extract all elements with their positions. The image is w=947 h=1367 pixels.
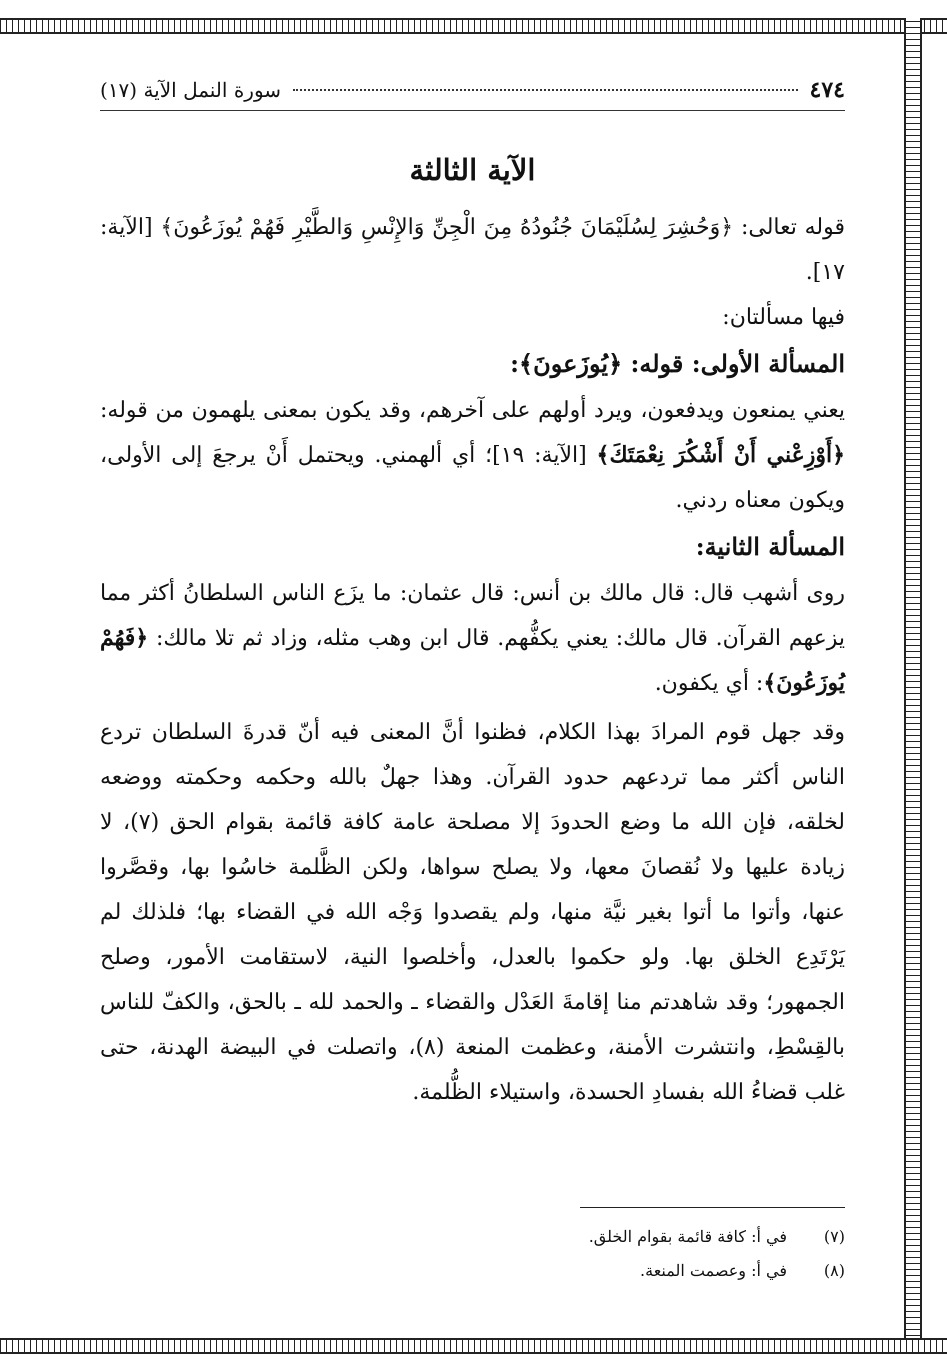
header-dots — [293, 89, 798, 91]
footnote-rule — [580, 1207, 845, 1208]
issue2-text-a: روى أشهب قال: قال مالك بن أنس: قال عثمان: ما يزَع الناس السلطانُ أكثر مما يزعهم القرآن. قال مالك: يعني يكفُّهم. قال ابن وهب مثله، وزاد ثم تلا مالك: — [100, 581, 845, 651]
issue2-text-b: : أي يكفون. — [654, 671, 764, 696]
ornamental-border-right — [904, 18, 922, 1354]
footnote-item — [100, 1254, 845, 1288]
footnote-text: في أ: وعصمت المنعة. — [640, 1261, 787, 1280]
footnote-text: في أ: كافة قائمة بقوام الخلق. — [588, 1227, 787, 1246]
main-content — [100, 70, 845, 1115]
issue1-quote: ﴿أَوْزِعْني أَنْ أَشْكُرَ نِعْمَتَكَ﴾ — [596, 442, 845, 468]
running-header — [100, 70, 845, 111]
issue1-text-b: [الآية: ١٩]؛ أي ألهمني. ويحتمل أَنْ يرجعَ إلى الأولى، ويكون معناه ردني. — [100, 443, 845, 513]
footnote-number: (٨) — [823, 1261, 845, 1280]
two-issues-line: فيها مسألتان: — [722, 305, 845, 330]
issue1-paragraph — [100, 388, 845, 523]
surah-reference: سورة النمل الآية (١٧) — [100, 78, 282, 102]
verse-intro: قوله تعالى: ﴿وَحُشِرَ لِسُلَيْمَانَ جُنُودُهُ مِنَ الْجِنِّ وَالإِنْسِ وَالطَّيْرِ فَهُمْ يُوزَعُونَ﴾ [الآية: ١٧]. — [100, 215, 845, 285]
issue1-heading: المسألة الأولى: قوله: ﴿يُوزَعونَ﴾: — [510, 349, 845, 378]
ornamental-border-bottom — [0, 1338, 947, 1354]
page-number: ٤٧٤ — [809, 77, 845, 103]
footnote-number: (٧) — [823, 1227, 845, 1246]
issue1-text-a: يعني يمنعون ويدفعون، ويرد أولهم على آخرهم، وقد يكون بمعنى يلهمون من قوله: — [100, 398, 845, 423]
issue2-paragraph2: وقد جهل قوم المرادَ بهذا الكلام، فظنوا أنَّ المعنى فيه أنّ قدرةَ السلطان تردع الناس أكثر مما تردعهم حدود القرآن. وهذا جهلٌ بالله وحكمه وحكمته ووضعه لخلقه، فإن الله ما وضع الحدودَ إلا مصلحة عامة كافة قائمة بقوام الحق (٧)، لا زيادة عليها ولا نُقصانَ معها، ولا يصلح سواها، ولكن الظَّلمة خاسُوا بها، وقصَّروا عنها، وأتوا ما أتوا بغير نيَّة منها، ولم يقصدوا وَجْه الله في القضاء بها؛ فلذلك لم يَرْتَدِع الخلق بها. ولو حكموا بالعدل، وأخلصوا النية، لاستقامت الأمور، وصلح الجمهور؛ وقد شاهدتم منا إقامةَ العَدْل والقضاء ـ والحمد لله ـ بالحق، والكفّ للناس بالقِسْطِ، وانتشرت الأمنة، وعظمت المنعة (٨)، واتصلت في البيضة الهدنة، حتى غلب قضاءُ الله بفسادِ الحسدة، واستيلاء الظُّلمة. — [100, 720, 846, 1105]
issue2-quote: ﴿فَهُمْ يُوزَعُونَ﴾ — [100, 625, 845, 696]
issue2-paragraph1 — [100, 571, 845, 706]
ornamental-border-top — [0, 18, 947, 34]
issue2-heading: المسألة الثانية: — [695, 532, 845, 561]
section-title: الآية الثالثة — [409, 153, 536, 187]
footnotes — [100, 1207, 845, 1288]
footnote-item — [100, 1220, 845, 1254]
